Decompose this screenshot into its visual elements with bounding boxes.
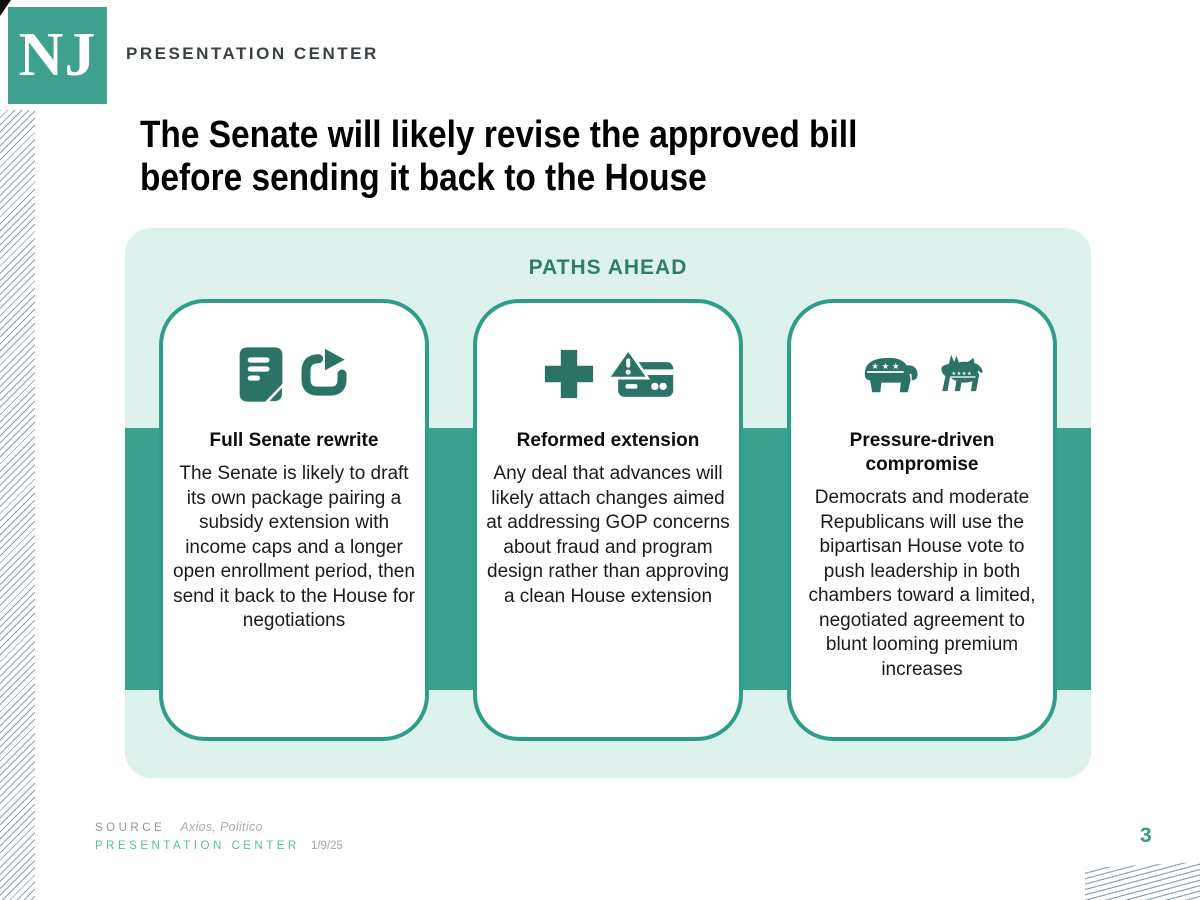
slide-title-line-2: before sending it back to the House bbox=[140, 157, 707, 199]
card-title: Full Senate rewrite bbox=[209, 430, 379, 451]
path-card-full-senate-rewrite bbox=[159, 299, 429, 741]
nj-logo-text: NJ bbox=[18, 21, 97, 89]
redo-arrow-icon bbox=[297, 347, 351, 401]
brand-title: PRESENTATION CENTER bbox=[126, 44, 379, 63]
paths-ahead-panel bbox=[125, 228, 1091, 778]
card-alert-icon bbox=[609, 348, 675, 400]
source-line bbox=[95, 820, 263, 834]
path-card-reformed-extension bbox=[473, 299, 743, 741]
card-icons bbox=[171, 343, 417, 405]
svg-text:★: ★ bbox=[891, 361, 900, 372]
card-icons bbox=[485, 343, 731, 405]
panel-heading: PATHS AHEAD bbox=[528, 256, 688, 279]
document-icon bbox=[238, 346, 284, 403]
page-number: 3 bbox=[1140, 824, 1152, 847]
svg-text:★: ★ bbox=[966, 371, 972, 378]
card-icons bbox=[799, 343, 1045, 405]
footer-brand: PRESENTATION CENTER bbox=[95, 840, 300, 852]
card-title: Reformed extension bbox=[516, 430, 700, 451]
footer-brand-line bbox=[95, 840, 343, 852]
slide-title-line-1: The Senate will likely revise the approved bill bbox=[140, 114, 858, 156]
svg-text:★: ★ bbox=[961, 371, 966, 378]
svg-text:★: ★ bbox=[881, 361, 889, 372]
cards-row bbox=[125, 299, 1091, 741]
card-body: Any deal that advances will likely attach changes aimed at addressing GOP concerns about fraud and program design rather than approving a clean House extension bbox=[486, 463, 730, 607]
slide-title bbox=[140, 114, 857, 200]
bottom-right-stripes-decor bbox=[1085, 862, 1200, 900]
card-body: The Senate is likely to draft its own package pairing a subsidy extension with income caps and a longer open enrollment period, then send it back to the House for negotiations bbox=[173, 463, 415, 631]
svg-text:★: ★ bbox=[950, 371, 956, 378]
card-title: Pressure-driven compromise bbox=[849, 430, 995, 475]
card-body: Democrats and moderate Republicans will use the bipartisan House vote to push leadership in both chambers toward a limited, negotiated agreement to blunt looming premium increases bbox=[808, 487, 1036, 680]
svg-text:★: ★ bbox=[956, 371, 961, 378]
republican-elephant-icon bbox=[858, 351, 922, 397]
svg-text:★: ★ bbox=[870, 361, 879, 372]
nj-logo bbox=[8, 7, 107, 104]
left-stripes-decor bbox=[0, 110, 35, 900]
source-label: SOURCE bbox=[95, 822, 166, 834]
source-value: Axios, Politico bbox=[180, 820, 263, 834]
medical-cross-icon bbox=[542, 347, 596, 401]
path-card-pressure-driven-compromise bbox=[787, 299, 1057, 741]
footer-date: 1/9/25 bbox=[310, 840, 343, 852]
democrat-donkey-icon bbox=[935, 348, 987, 400]
